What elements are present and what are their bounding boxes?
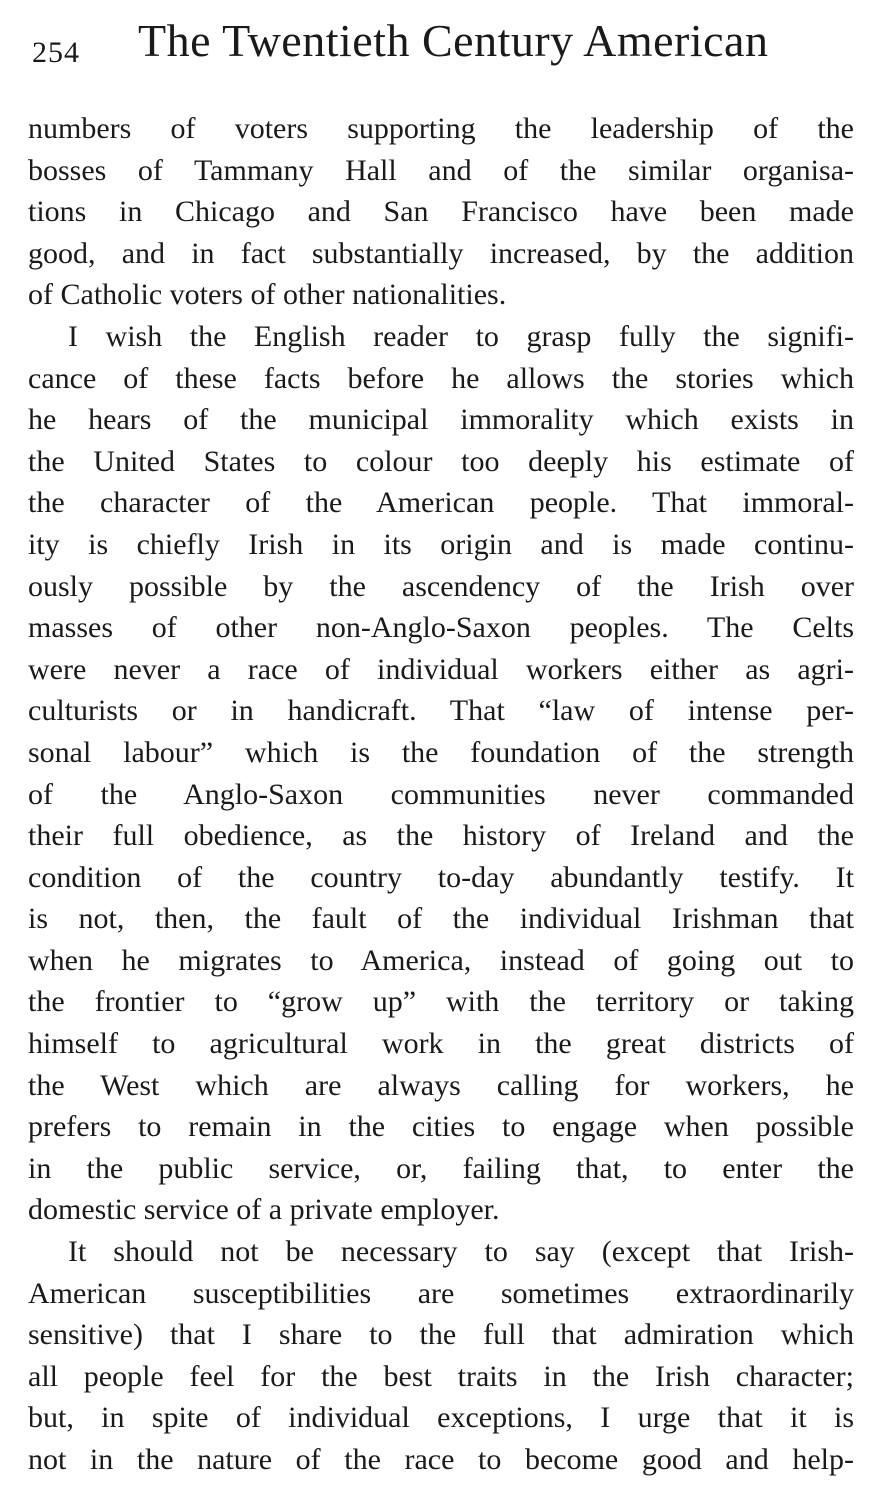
text-line: I wish the English reader to grasp fully the signifi-: [68, 319, 854, 353]
text-line: all people feel for the best traits in the Irish character;: [28, 1359, 854, 1393]
text-line: not in the nature of the race to become good and help-: [28, 1443, 854, 1476]
text-line: of the Anglo-Saxon communities never commanded: [28, 777, 854, 811]
text-line: good, and in fact substantially increased, by the addition: [28, 236, 854, 270]
text-line: their full obedience, as the history of Ireland and the: [28, 819, 854, 853]
text-line: in the public service, or, failing that, to enter the: [28, 1151, 854, 1185]
text-line: numbers of voters supporting the leadership of the: [28, 112, 854, 145]
text-line: prefers to remain in the cities to engage when possible: [28, 1110, 854, 1144]
page-header: [32, 14, 852, 74]
text-line: but, in spite of individual exceptions, I urge that it is: [28, 1401, 854, 1435]
text-line: condition of the country to-day abundantly testify. It: [28, 860, 854, 894]
text-line: tions in Chicago and San Francisco have been made: [28, 195, 854, 229]
text-line: sonal labour” which is the foundation of the strength: [28, 735, 854, 769]
running-title: The Twentieth Century American: [138, 15, 769, 66]
text-line: ously possible by the ascendency of the Irish over: [28, 569, 854, 603]
paragraph-2: [28, 316, 854, 1231]
paragraph-1: [28, 108, 854, 316]
text-line: himself to agricultural work in the great districts of: [28, 1027, 854, 1061]
text-line: domestic service of a private employer.: [28, 1193, 500, 1227]
text-line: the United States to colour too deeply his estimate of: [28, 444, 854, 478]
text-line: sensitive) that I share to the full that admiration which: [28, 1318, 854, 1352]
text-line: the frontier to “grow up” with the territory or taking: [28, 985, 854, 1019]
text-line: masses of other non-Anglo-Saxon peoples. The Celts: [28, 611, 854, 645]
text-line: when he migrates to America, instead of going out to: [28, 943, 854, 977]
body-text: [28, 108, 854, 1481]
text-line: were never a race of individual workers either as agri-: [28, 652, 854, 686]
text-line: of Catholic voters of other nationalities.: [28, 278, 507, 312]
text-line: American susceptibilities are sometimes extraordinarily: [28, 1276, 854, 1310]
text-line: the West which are always calling for workers, he: [28, 1068, 854, 1102]
text-line: ity is chiefly Irish in its origin and is made continu-: [28, 527, 854, 561]
paragraph-3: [28, 1231, 854, 1481]
text-line: cance of these facts before he allows the stories which: [28, 361, 854, 395]
text-line: is not, then, the fault of the individual Irishman that: [28, 902, 854, 936]
text-line: the character of the American people. That immoral-: [28, 486, 854, 520]
text-line: culturists or in handicraft. That “law of intense per-: [28, 694, 854, 728]
text-line: bosses of Tammany Hall and of the similar organisa-: [28, 153, 854, 187]
text-line: It should not be necessary to say (except that Irish-: [68, 1235, 854, 1269]
page-number: 254: [32, 36, 80, 69]
text-line: he hears of the municipal immorality which exists in: [28, 403, 854, 437]
